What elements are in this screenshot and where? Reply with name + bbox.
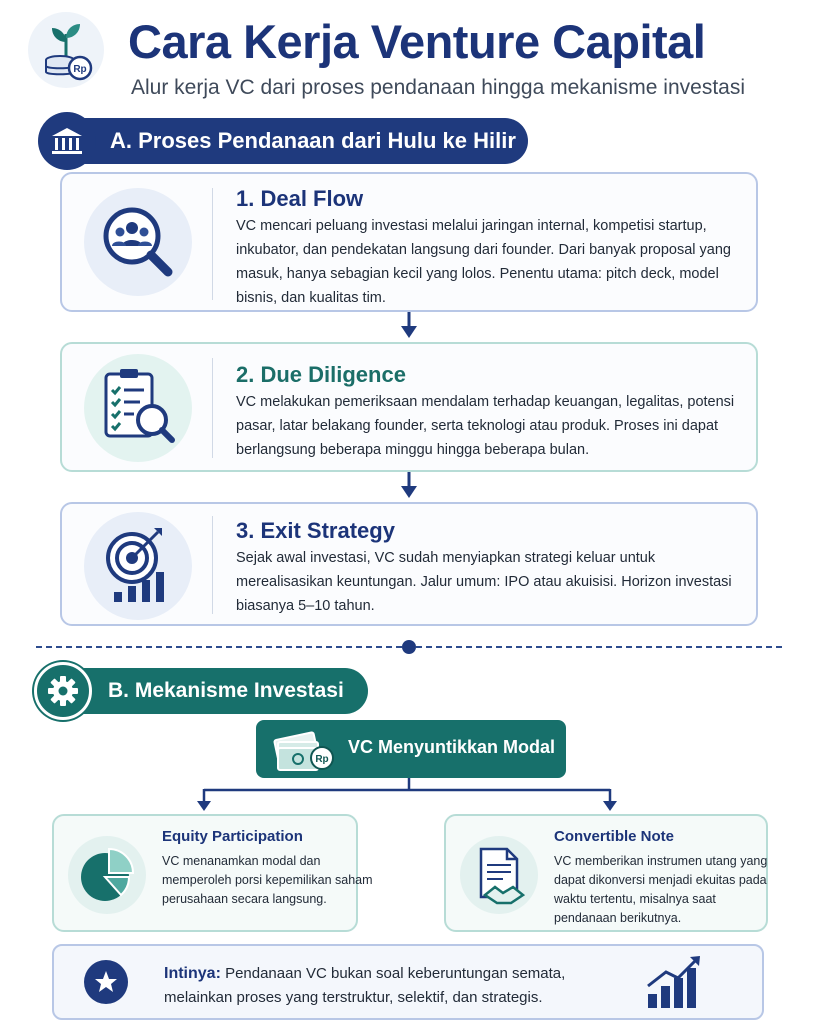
mechanism-equity-participation <box>52 814 373 932</box>
mechanism-description: VC menanamkan modal dan memperoleh porsi kepemilikan saham perusahaan secara langsung. <box>162 854 373 906</box>
document-handshake-icon <box>460 836 538 914</box>
capital-label: VC Menyuntikkan Modal <box>348 737 556 757</box>
people-magnifier-icon <box>84 188 192 296</box>
step-description: VC melakukan pemeriksaan mendalam terhadap keuangan, legalitas, potensi pasar, latar belakang founder, serta teknologi atau produk. Proses ini dapat berlangsung beberapa minggu hingga beberapa bulan. <box>236 394 735 458</box>
capital-rp-text: Rp <box>315 754 329 765</box>
page-title: Cara Kerja Venture Capital <box>128 15 706 68</box>
step-description: Sejak awal investasi, VC sudah menyiapkan strategi keluar untuk merealisasikan keuntungan. Jalur umum: IPO atau akuisisi. Horizon investasi biasanya 5–10 tahun. <box>236 550 732 614</box>
growth-chart-icon <box>644 954 704 1010</box>
section-b-title: B. Mekanisme Investasi <box>60 668 368 714</box>
bank-icon <box>38 112 96 170</box>
section-a-title: A. Proses Pendanaan dari Hulu ke Hilir <box>62 118 528 164</box>
mechanism-title: Convertible Note <box>554 828 675 845</box>
mechanism-description: VC memberikan instrumen utang yang dapat dikonversi menjadi ekuitas pada waktu tertentu, misalnya saat pendanaan berikutnya. <box>554 854 768 925</box>
star-icon <box>84 960 128 1004</box>
arrow-down-icon <box>399 312 419 340</box>
summary-body: Pendanaan VC bukan soal keberuntungan semata, melainkan proses yang terstruktur, selektif, dan strategis. <box>164 965 566 1006</box>
money-stack-icon <box>272 726 338 774</box>
step-deal-flow <box>60 172 758 312</box>
step-exit-strategy <box>60 502 758 626</box>
gear-icon <box>34 662 92 720</box>
plant-coins-icon <box>28 12 104 88</box>
step-title: 2. Due Diligence <box>236 362 406 387</box>
divider-dot <box>402 640 416 654</box>
mechanism-convertible-note <box>444 814 768 932</box>
step-description: VC mencari peluang investasi melalui jaringan internal, kompetisi startup, inkubator, dan pendekatan langsung dari founder. Dari banyak proposal yang masuk, hanya sebagian kecil yang lolos. Penentu utama: pitch deck, model bisnis, dan kualitas tim. <box>236 218 731 306</box>
arrow-down-icon <box>399 472 419 500</box>
step-due-diligence <box>60 342 758 472</box>
step-title: 1. Deal Flow <box>236 186 364 211</box>
mechanism-title: Equity Participation <box>162 828 303 845</box>
summary-label: Intinya: <box>164 965 221 982</box>
pie-chart-icon <box>68 836 146 914</box>
page-subtitle: Alur kerja VC dari proses pendanaan hingga mekanisme investasi <box>131 76 746 99</box>
summary-text <box>164 962 624 1010</box>
step-title: 3. Exit Strategy <box>236 518 395 543</box>
checklist-magnifier-icon <box>84 354 192 462</box>
branch-connector <box>0 776 819 816</box>
summary-box <box>52 944 764 1020</box>
capital-injection-box <box>256 720 566 778</box>
logo-rp-text: Rp <box>73 64 87 75</box>
target-chart-icon <box>84 512 192 620</box>
